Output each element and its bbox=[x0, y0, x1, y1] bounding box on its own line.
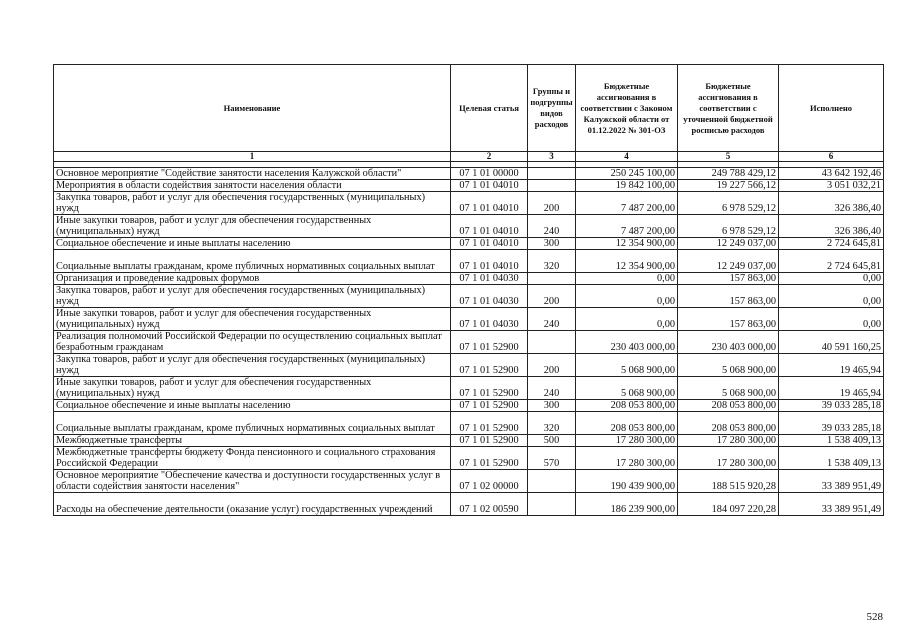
table-cell-name: Расходы на обеспечение деятельности (оказание услуг) государственных учреждений bbox=[54, 493, 451, 516]
header-target: Целевая статья bbox=[451, 65, 528, 152]
table-cell-target: 07 1 01 52900 bbox=[451, 400, 528, 412]
table-cell-refined: 17 280 300,00 bbox=[678, 435, 779, 447]
table-cell-name: Основное мероприятие "Содействие занятости населения Калужской области" bbox=[54, 168, 451, 180]
table-cell-target: 07 1 02 00000 bbox=[451, 470, 528, 493]
table-cell-refined: 157 863,00 bbox=[678, 285, 779, 308]
table-cell-target: 07 1 01 04010 bbox=[451, 180, 528, 192]
table-cell-done: 0,00 bbox=[779, 308, 884, 331]
table-row bbox=[54, 308, 884, 331]
table-cell-refined: 19 227 566,12 bbox=[678, 180, 779, 192]
table-cell-group: 240 bbox=[528, 215, 576, 238]
table-cell-group: 240 bbox=[528, 308, 576, 331]
table-row bbox=[54, 238, 884, 250]
table-cell-done: 2 724 645,81 bbox=[779, 238, 884, 250]
table-cell-done: 19 465,94 bbox=[779, 354, 884, 377]
table-cell-law: 190 439 900,00 bbox=[576, 470, 678, 493]
header-group: Группы и подгруппы видов расходов bbox=[528, 65, 576, 152]
table-cell-refined: 157 863,00 bbox=[678, 273, 779, 285]
table-row bbox=[54, 168, 884, 180]
table-cell-name: Закупка товаров, работ и услуг для обеспечения государственных (муниципальных) нужд bbox=[54, 354, 451, 377]
table-cell-target: 07 1 01 52900 bbox=[451, 447, 528, 470]
table-cell-done: 1 538 409,13 bbox=[779, 435, 884, 447]
table-cell-name: Иные закупки товаров, работ и услуг для обеспечения государственных (муниципальных) нужд bbox=[54, 377, 451, 400]
table-cell-group bbox=[528, 168, 576, 180]
page-number: 528 bbox=[866, 611, 883, 623]
table-cell-target: 07 1 02 00590 bbox=[451, 493, 528, 516]
table-body bbox=[54, 162, 884, 516]
table-cell-name: Социальное обеспечение и иные выплаты населению bbox=[54, 400, 451, 412]
table-cell-name: Межбюджетные трансферты bbox=[54, 435, 451, 447]
table-row bbox=[54, 493, 884, 516]
table-cell-group bbox=[528, 493, 576, 516]
table-cell-law: 0,00 bbox=[576, 273, 678, 285]
table-cell-law: 250 245 100,00 bbox=[576, 168, 678, 180]
table-cell-target: 07 1 01 52900 bbox=[451, 331, 528, 354]
table-cell-done: 0,00 bbox=[779, 273, 884, 285]
table-cell-target: 07 1 01 04030 bbox=[451, 285, 528, 308]
table-row bbox=[54, 377, 884, 400]
table-row bbox=[54, 250, 884, 273]
table-cell-done: 33 389 951,49 bbox=[779, 470, 884, 493]
table-cell-group: 570 bbox=[528, 447, 576, 470]
table-cell-target: 07 1 01 52900 bbox=[451, 377, 528, 400]
table-cell-target: 07 1 01 52900 bbox=[451, 435, 528, 447]
table-cell-target: 07 1 01 04010 bbox=[451, 250, 528, 273]
table-cell-name: Иные закупки товаров, работ и услуг для обеспечения государственных (муниципальных) нужд bbox=[54, 215, 451, 238]
table-cell-refined: 6 978 529,12 bbox=[678, 192, 779, 215]
table-row bbox=[54, 470, 884, 493]
table-cell-refined: 188 515 920,28 bbox=[678, 470, 779, 493]
table-cell-law: 7 487 200,00 bbox=[576, 192, 678, 215]
table-cell-done: 1 538 409,13 bbox=[779, 447, 884, 470]
table-cell-name: Мероприятия в области содействия занятости населения области bbox=[54, 180, 451, 192]
header-name: Наименование bbox=[54, 65, 451, 152]
table-row bbox=[54, 447, 884, 470]
table-cell-group: 240 bbox=[528, 377, 576, 400]
table-row bbox=[54, 180, 884, 192]
table-cell-law: 208 053 800,00 bbox=[576, 400, 678, 412]
table-cell-refined: 208 053 800,00 bbox=[678, 412, 779, 435]
table-cell-refined: 184 097 220,28 bbox=[678, 493, 779, 516]
table-cell-refined: 6 978 529,12 bbox=[678, 215, 779, 238]
table-cell-law: 208 053 800,00 bbox=[576, 412, 678, 435]
table-cell-done: 0,00 bbox=[779, 285, 884, 308]
table-cell-done: 33 389 951,49 bbox=[779, 493, 884, 516]
table-cell-name: Межбюджетные трансферты бюджету Фонда пенсионного и социального страхования Российской Федерации bbox=[54, 447, 451, 470]
table-cell-group: 300 bbox=[528, 400, 576, 412]
table-cell-done: 19 465,94 bbox=[779, 377, 884, 400]
table-cell-target: 07 1 01 00000 bbox=[451, 168, 528, 180]
table-cell-name: Организация и проведение кадровых форумов bbox=[54, 273, 451, 285]
table-cell-target: 07 1 01 04030 bbox=[451, 308, 528, 331]
table-cell-law: 12 354 900,00 bbox=[576, 238, 678, 250]
header-law: Бюджетные ассигнования в соответствии с Законом Калужской области от 01.12.2022 № 301-ОЗ bbox=[576, 65, 678, 152]
table-cell-law: 19 842 100,00 bbox=[576, 180, 678, 192]
table-cell-done: 326 386,40 bbox=[779, 215, 884, 238]
table-cell-done: 40 591 160,25 bbox=[779, 331, 884, 354]
table-cell-law: 0,00 bbox=[576, 285, 678, 308]
table-cell-done: 2 724 645,81 bbox=[779, 250, 884, 273]
table-row bbox=[54, 215, 884, 238]
table-cell-name: Социальные выплаты гражданам, кроме публичных нормативных социальных выплат bbox=[54, 250, 451, 273]
table-cell-refined: 208 053 800,00 bbox=[678, 400, 779, 412]
table-cell-group: 320 bbox=[528, 250, 576, 273]
table-cell-law: 0,00 bbox=[576, 308, 678, 331]
table-cell-target: 07 1 01 04030 bbox=[451, 273, 528, 285]
table-row bbox=[54, 192, 884, 215]
column-number: 4 bbox=[576, 152, 678, 162]
table-cell-group: 300 bbox=[528, 238, 576, 250]
table-cell-done: 3 051 032,21 bbox=[779, 180, 884, 192]
table-cell-target: 07 1 01 04010 bbox=[451, 215, 528, 238]
table-cell-refined: 157 863,00 bbox=[678, 308, 779, 331]
table-cell-group bbox=[528, 331, 576, 354]
table-cell-refined: 249 788 429,12 bbox=[678, 168, 779, 180]
header-done: Исполнено bbox=[779, 65, 884, 152]
table-cell-law: 17 280 300,00 bbox=[576, 435, 678, 447]
table-cell-law: 5 068 900,00 bbox=[576, 354, 678, 377]
table-cell-group bbox=[528, 470, 576, 493]
table-cell-refined: 230 403 000,00 bbox=[678, 331, 779, 354]
table-row bbox=[54, 285, 884, 308]
table-cell-group: 320 bbox=[528, 412, 576, 435]
table-cell-target: 07 1 01 52900 bbox=[451, 354, 528, 377]
column-number: 5 bbox=[678, 152, 779, 162]
table-cell-refined: 5 068 900,00 bbox=[678, 354, 779, 377]
table-cell-name: Социальное обеспечение и иные выплаты населению bbox=[54, 238, 451, 250]
table-cell-group bbox=[528, 273, 576, 285]
table-cell-done: 39 033 285,18 bbox=[779, 412, 884, 435]
table-row bbox=[54, 412, 884, 435]
table-cell-refined: 12 249 037,00 bbox=[678, 238, 779, 250]
table-cell-group: 200 bbox=[528, 285, 576, 308]
table-cell-name: Реализация полномочий Российской Федерации по осуществлению социальных выплат безработным гражданам bbox=[54, 331, 451, 354]
table-cell-name: Закупка товаров, работ и услуг для обеспечения государственных (муниципальных) нужд bbox=[54, 285, 451, 308]
table-cell-group bbox=[528, 180, 576, 192]
table-cell-law: 7 487 200,00 bbox=[576, 215, 678, 238]
column-number: 2 bbox=[451, 152, 528, 162]
budget-table bbox=[53, 64, 884, 516]
table-cell-name: Основное мероприятие "Обеспечение качества и доступности государственных услуг в области содействия занятости населения" bbox=[54, 470, 451, 493]
column-number: 3 bbox=[528, 152, 576, 162]
table-cell-refined: 5 068 900,00 bbox=[678, 377, 779, 400]
table-cell-law: 230 403 000,00 bbox=[576, 331, 678, 354]
table-cell-group: 200 bbox=[528, 354, 576, 377]
table-cell-law: 5 068 900,00 bbox=[576, 377, 678, 400]
table-cell-law: 12 354 900,00 bbox=[576, 250, 678, 273]
table-row bbox=[54, 400, 884, 412]
table-cell-refined: 12 249 037,00 bbox=[678, 250, 779, 273]
table-cell-done: 39 033 285,18 bbox=[779, 400, 884, 412]
table-cell-law: 186 239 900,00 bbox=[576, 493, 678, 516]
column-number: 1 bbox=[54, 152, 451, 162]
header-refined: Бюджетные ассигнования в соответствии с уточненной бюджетной росписью расходов bbox=[678, 65, 779, 152]
table-row bbox=[54, 435, 884, 447]
table-cell-target: 07 1 01 04010 bbox=[451, 192, 528, 215]
table-cell-group: 500 bbox=[528, 435, 576, 447]
table-cell-name: Социальные выплаты гражданам, кроме публичных нормативных социальных выплат bbox=[54, 412, 451, 435]
table-cell-refined: 17 280 300,00 bbox=[678, 447, 779, 470]
table-cell-name: Закупка товаров, работ и услуг для обеспечения государственных (муниципальных) нужд bbox=[54, 192, 451, 215]
table-cell-group: 200 bbox=[528, 192, 576, 215]
column-number: 6 bbox=[779, 152, 884, 162]
table-row bbox=[54, 331, 884, 354]
table-cell-done: 43 642 192,46 bbox=[779, 168, 884, 180]
table-row bbox=[54, 354, 884, 377]
table-cell-target: 07 1 01 52900 bbox=[451, 412, 528, 435]
table-cell-law: 17 280 300,00 bbox=[576, 447, 678, 470]
table-cell-name: Иные закупки товаров, работ и услуг для обеспечения государственных (муниципальных) нужд bbox=[54, 308, 451, 331]
table-row bbox=[54, 273, 884, 285]
table-cell-done: 326 386,40 bbox=[779, 192, 884, 215]
table-cell-target: 07 1 01 04010 bbox=[451, 238, 528, 250]
